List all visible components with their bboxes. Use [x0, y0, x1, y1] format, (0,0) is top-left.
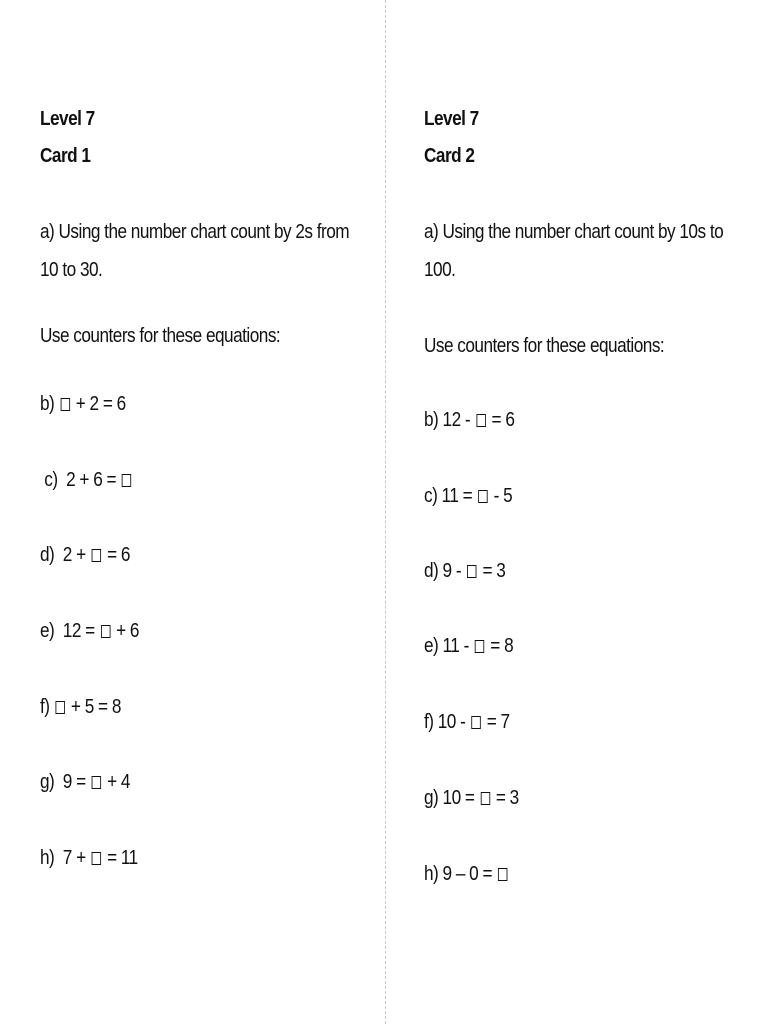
- card-2-equation-c: [424, 477, 512, 515]
- card-1: [40, 0, 370, 1024]
- equation-text: + 4: [107, 771, 130, 793]
- card-2-counters-label: Use counters for these equations:: [424, 335, 665, 357]
- card-1-counters-label: Use counters for these equations:: [40, 325, 281, 347]
- equation-text: b): [40, 393, 55, 415]
- blank-box: [480, 792, 489, 805]
- equation-text: = 3: [495, 787, 519, 809]
- card-2-equation-e: [424, 627, 513, 665]
- equation-text: = 7: [486, 711, 510, 733]
- equation-text: = 8: [490, 635, 514, 657]
- equation-text: g) 9 =: [40, 771, 86, 793]
- equation-text: f) 10 -: [424, 711, 466, 733]
- blank-box: [92, 776, 101, 789]
- equation-text: f): [40, 696, 50, 718]
- equation-text: = 6: [491, 409, 515, 431]
- blank-box: [467, 565, 476, 578]
- equation-text: c) 2 + 6 =: [40, 469, 117, 491]
- card-2-question-a: a) Using the number chart count by 10s to 100.: [424, 221, 724, 281]
- blank-box: [471, 716, 480, 729]
- card-1-question-a: a) Using the number chart count by 2s from 10 to 30.: [40, 221, 350, 281]
- card-2: [424, 0, 754, 1024]
- blank-box: [101, 625, 110, 638]
- card-1-equation-c: [40, 461, 133, 499]
- equation-text: = 11: [107, 847, 138, 869]
- equation-text: c) 11 =: [424, 485, 473, 507]
- card-2-equation-f: [424, 703, 510, 741]
- equation-text: d) 9 -: [424, 560, 462, 582]
- equation-text: e) 11 -: [424, 635, 469, 657]
- equation-text: g) 10 =: [424, 787, 475, 809]
- card-2-equation-h: [424, 855, 509, 893]
- blank-box: [478, 490, 487, 503]
- card-2-title: Card 2: [424, 145, 475, 167]
- equation-text: d) 2 +: [40, 544, 86, 566]
- equation-text: = 3: [482, 560, 506, 582]
- card-1-equation-f: [40, 688, 121, 726]
- card-cut-line: [385, 0, 386, 1024]
- blank-box: [55, 701, 64, 714]
- blank-box: [60, 398, 69, 411]
- equation-text: + 6: [116, 620, 139, 642]
- card-1-equation-b: [40, 385, 126, 423]
- blank-box: [92, 549, 101, 562]
- card-1-level: Level 7: [40, 108, 95, 130]
- equation-text: + 5 = 8: [70, 696, 121, 718]
- equation-text: h) 7 +: [40, 847, 86, 869]
- equation-text: e) 12 =: [40, 620, 95, 642]
- equation-text: - 5: [493, 485, 513, 507]
- equation-text: b) 12 -: [424, 409, 471, 431]
- blank-box: [92, 852, 101, 865]
- card-2-equation-b: [424, 401, 514, 439]
- card-1-title: Card 1: [40, 145, 91, 167]
- card-1-equation-h: [40, 839, 138, 877]
- equation-text: h) 9 – 0 =: [424, 863, 492, 885]
- card-1-equation-e: [40, 612, 139, 650]
- card-2-equation-d: [424, 552, 505, 590]
- card-1-equation-d: [40, 536, 130, 574]
- blank-box: [475, 640, 484, 653]
- card-2-equation-g: [424, 779, 519, 817]
- blank-box: [476, 414, 485, 427]
- blank-box: [498, 868, 507, 881]
- blank-box: [122, 474, 131, 487]
- equation-text: = 6: [107, 544, 130, 566]
- card-2-level: Level 7: [424, 108, 479, 130]
- card-1-equation-g: [40, 763, 130, 801]
- equation-text: + 2 = 6: [75, 393, 126, 415]
